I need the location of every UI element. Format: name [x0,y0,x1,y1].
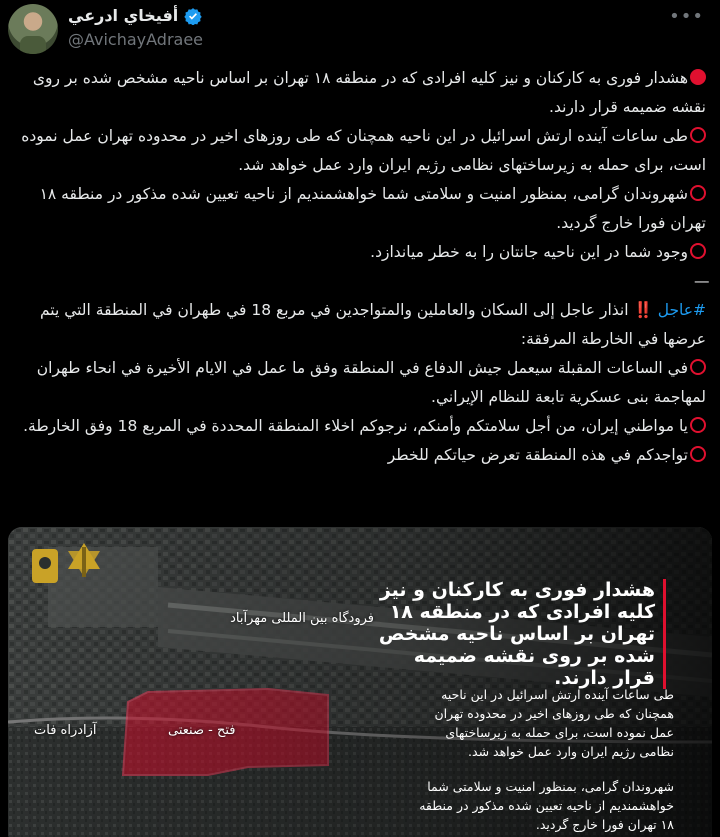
map-paragraph-2: شهروندان گرامی، بمنظور امنیت و سلامتی شما خواهشمندیم از ناحیه تعیین شده مذکور در منطقه ۱۸ تهران فورا خارج گردید. [419,779,674,832]
ar-line-2 [14,412,706,441]
red-ring-icon [690,243,706,259]
separator: — [694,272,710,290]
red-circle-icon [690,69,706,85]
ar-head [14,296,706,354]
zone-label: فتح - صنعتی [168,723,236,738]
fa-text-4: وجود شما در این ناحیه جانتان را به خطر میاندازد. [370,243,688,261]
fa-text-3: شهروندان گرامی، بمنظور امنیت و سلامتی شما خواهشمندیم از ناحیه تعیین شده مذکور در منطقه ۱۸ تهران فورا خارج گردید. [39,185,706,232]
tweet-header [0,0,720,60]
fa-text-1: هشدار فوری به کارکنان و نیز کلیه افرادی که در منطقه ۱۸ تهران بر اساس ناحیه مشخص شده بر روی نقشه ضمیمه قرار دارند. [32,69,706,116]
ar-line-3 [14,441,706,470]
author-name-row [68,6,202,25]
fa-line-1 [14,64,706,122]
attached-map-image[interactable] [8,527,712,837]
idf-speaker-logo-icon [32,549,58,583]
ar-line-1 [14,354,706,412]
verified-badge-icon [184,7,202,25]
fa-line-3 [14,180,706,238]
fa-text-2: طی ساعات آینده ارتش اسرائیل در این ناحیه همچنان که طی روزهای اخیر در محدوده تهران عمل نموده است، برای حمله به زیرساختهای نظامی رژیم ایران وارد عمل خواهد شد. [21,127,706,174]
ar-head-text: انذار عاجل إلى السكان والعاملين والمتواجدين في مربع 18 في طهران في المنطقة التي يتم عرضها في الخارطة المرفقة: [39,301,706,348]
red-ring-icon [690,359,706,375]
red-ring-icon [690,127,706,143]
double-exclamation-icon: ‼️ [633,301,653,319]
author-display-name[interactable]: أفيخاي ادرعي [68,6,179,25]
hashtag-link[interactable]: #عاجل [657,301,706,319]
airport-label: فرودگاه بین المللی مهرآباد [230,611,374,626]
red-ring-icon [690,417,706,433]
red-ring-icon [690,185,706,201]
more-options-icon[interactable]: ••• [669,6,704,27]
red-ring-icon [690,446,706,462]
tweet-text [14,64,710,470]
avatar[interactable] [8,4,58,54]
map-headline: هشدار فوری به کارکنان و نیز کلیه افرادی که در منطقه ۱۸ تهران بر اساس ناحیه مشخص شده بر روی نقشه ضمیمه قرار دارند. [366,579,666,689]
ar-text-2: يا مواطني إيران، من أجل سلامتكم وأمنكم، نرجوكم اخلاء المنطقة المحددة في المربع 18 وفق الخارطة. [23,417,688,435]
road-label: آزادراه فات [34,723,97,738]
author-handle[interactable]: @AvichayAdraee [68,30,204,49]
map-paragraph-1: طی ساعات آینده ارتش اسرائیل در این ناحیه همچنان که طی روزهای اخیر در محدوده تهران عمل نموده است، برای حمله به زیرساختهای نظامی رژیم ایران وارد عمل خواهد شد. [434,687,674,759]
fa-line-4 [14,238,706,267]
ar-text-3: تواجدكم في هذه المنطقة تعرض حياتكم للخطر [387,446,688,464]
fa-line-2 [14,122,706,180]
ar-text-1: في الساعات المقبلة سيعمل جيش الدفاع في المنطقة وفق ما عمل في الايام الأخيرة في انحاء طهران لمهاجمة بنى عسكرية تابعة للنظام الإيراني. [36,359,706,406]
